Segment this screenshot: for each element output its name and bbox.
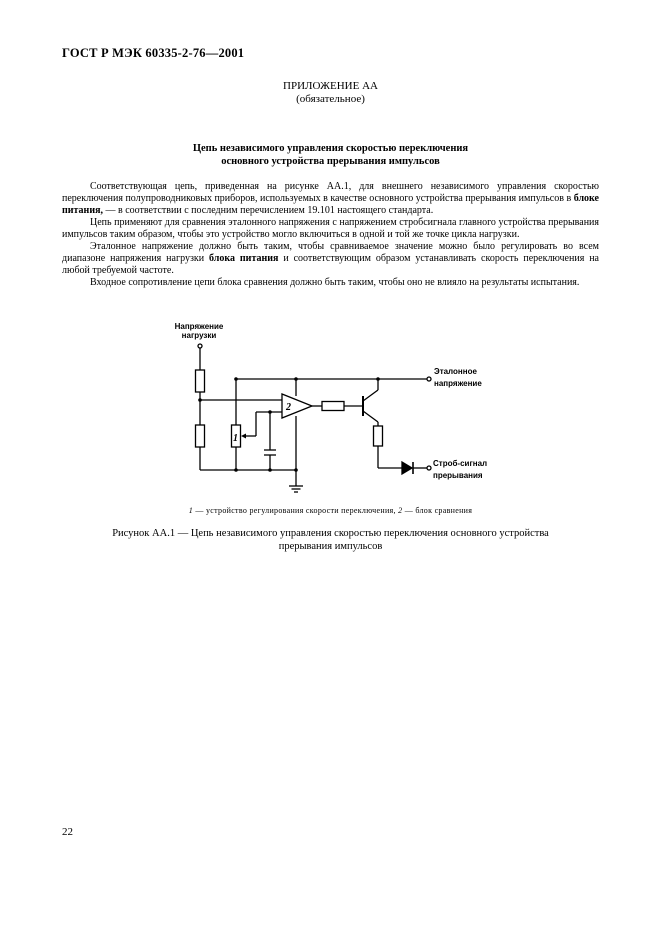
legend-text-2: — блок сравнения — [402, 506, 473, 515]
paragraph-2: Цепь применяют для сравнения эталонного напряжения с напряжением стробсигнала главного устройства прерывания импульсов таким образом, чтобы это устройство могло включиться в одной и той же точке цикла нагрузки. — [62, 217, 599, 240]
section-title-line2: основного устройства прерывания импульсов — [221, 156, 440, 167]
section-title — [0, 142, 661, 168]
junction-8 — [294, 468, 298, 472]
figure-caption-line1: Рисунок АА.1 — Цепь независимого управления скоростью переключения основного устройства — [112, 528, 549, 539]
appendix-label: ПРИЛОЖЕНИЕ АА — [283, 80, 378, 92]
label-strobe-line1: Строб-сигнал — [433, 459, 488, 468]
paragraph-1-text-a: Соответствующая цепь, приведенная на рисунке АА.1, для внешнего независимого управления скоростью переключения полупроводниковых приборов, используемых в качестве основного устройства прерывания импульсов в — [62, 181, 599, 204]
legend-text-1: — устройство регулирования скорости переключения, — [193, 506, 399, 515]
marker-1: 1 — [233, 433, 238, 444]
resistor-r2 — [196, 425, 205, 447]
resistor-emitter — [374, 426, 383, 446]
legend-number-2: 2 — [398, 506, 403, 515]
paragraph-3-bold: блока питания — [209, 253, 279, 264]
junction-4 — [234, 468, 238, 472]
reference-terminal — [427, 377, 431, 381]
paragraph-4: Входное сопротивление цепи блока сравнения должно быть таким, чтобы оно не влияло на результаты испытания. — [90, 277, 580, 288]
junction-6 — [268, 410, 272, 414]
label-load-line2: нагрузки — [181, 331, 217, 340]
transistor-collector — [363, 390, 378, 401]
circuit-diagram — [160, 316, 500, 498]
figure-caption-line2: прерывания импульсов — [278, 541, 383, 552]
junction-2 — [234, 377, 238, 381]
resistor-r1 — [196, 370, 205, 392]
document-header: ГОСТ Р МЭК 60335-2-76—2001 — [62, 46, 245, 60]
label-strobe-line2: прерывания — [433, 471, 483, 480]
junction-7 — [376, 377, 380, 381]
junction-1 — [198, 398, 202, 402]
figure-legend — [0, 506, 661, 515]
strobe-terminal — [427, 466, 431, 470]
paragraph-1 — [62, 181, 599, 217]
label-reference-line1: Эталонное — [434, 367, 477, 376]
paragraph-1-text-b: — в соответствии с последним перечислением 19.101 настоящего стандарта. — [103, 205, 434, 216]
label-load-line1: Напряжение — [174, 322, 224, 331]
paragraph-3-text-a: Эталонное напряжение должно быть таким, чтобы сравниваемое значение можно было регулировать во всем диапазоне напряжения нагрузки — [62, 241, 599, 264]
legend-number-1: 1 — [188, 506, 194, 515]
page-number: 22 — [62, 826, 73, 838]
junction-3 — [294, 377, 298, 381]
junction-5 — [268, 468, 272, 472]
appendix-heading — [0, 80, 661, 106]
appendix-status: (обязательное) — [296, 93, 365, 105]
wiper-arrowhead — [241, 434, 246, 439]
paragraph-3-text-b: и соответствующим образом устанавливать скорость переключения на любой требуемой частоте. — [62, 253, 599, 276]
body-text — [62, 181, 599, 289]
paragraph-1-bold: блоке питания, — [62, 193, 599, 216]
marker-2: 2 — [286, 402, 291, 413]
transistor-emitter — [363, 411, 378, 422]
load-terminal — [198, 344, 202, 348]
diode — [402, 462, 412, 474]
resistor-out — [322, 402, 344, 411]
paragraph-3 — [62, 241, 599, 277]
label-reference-line2: напряжение — [434, 379, 482, 388]
figure-caption — [0, 527, 661, 553]
section-title-line1: Цепь независимого управления скоростью переключения — [192, 143, 469, 154]
